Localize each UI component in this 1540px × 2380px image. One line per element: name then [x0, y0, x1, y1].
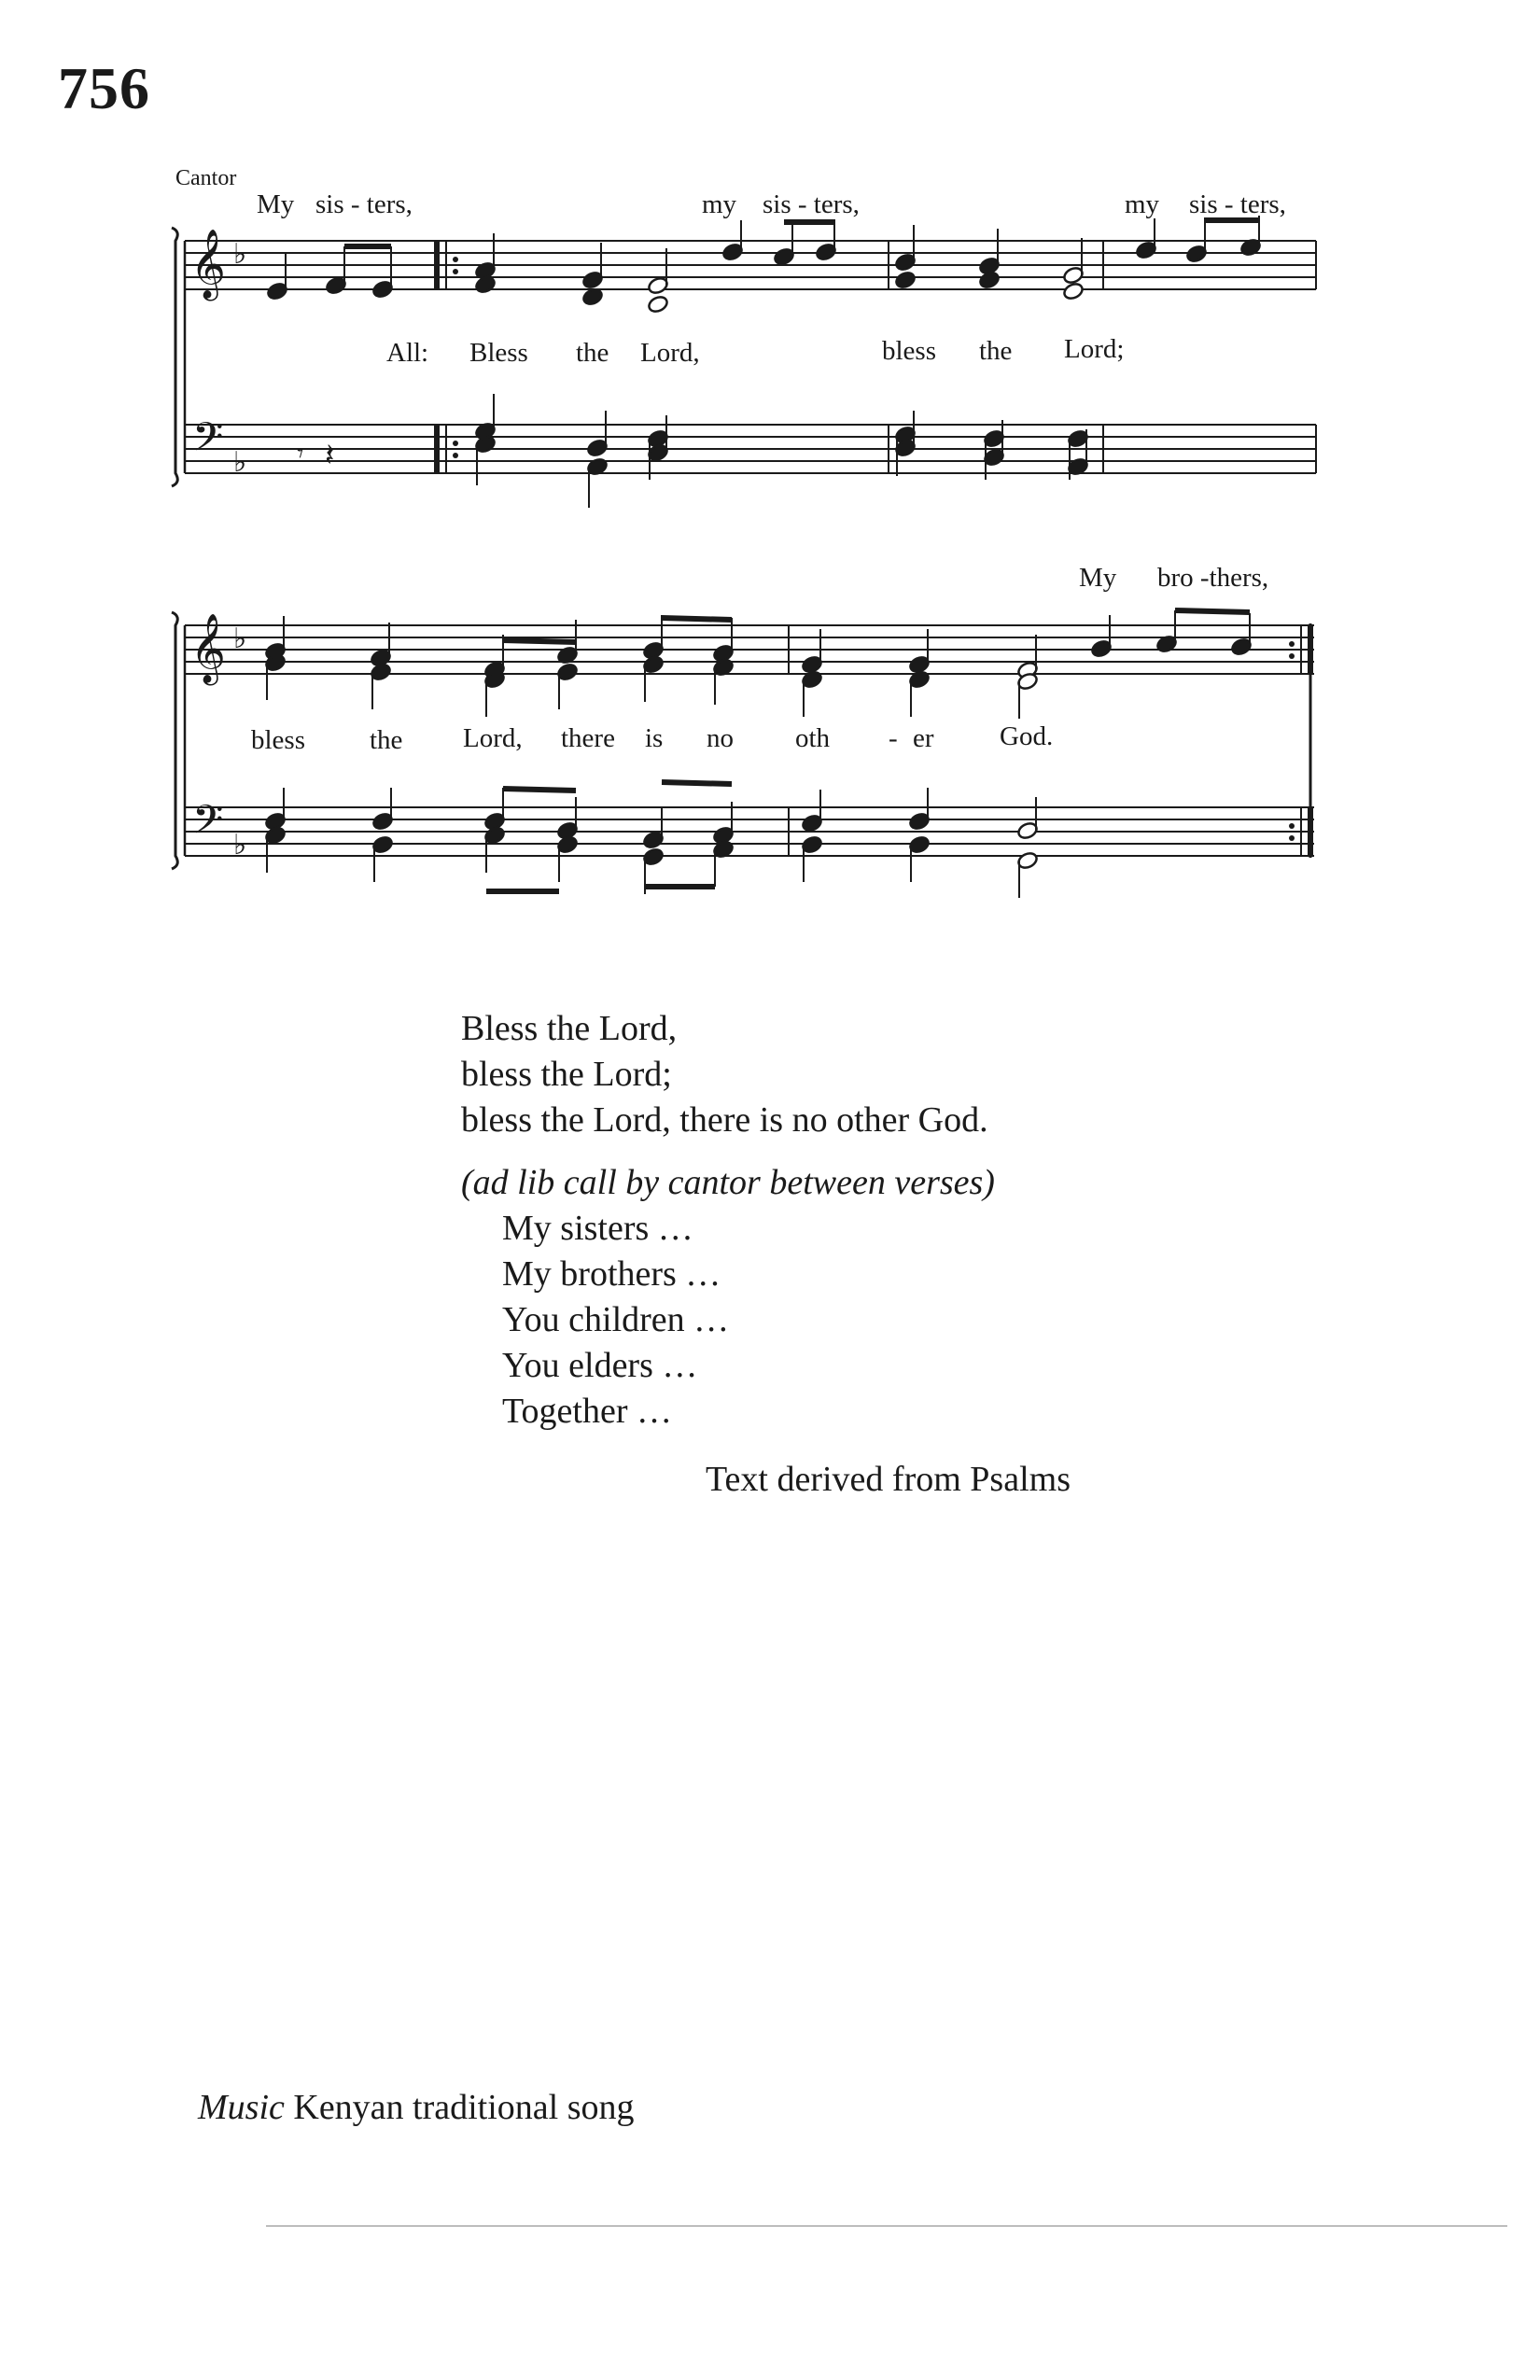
repeat-dot — [1289, 653, 1295, 659]
all-lyric: there — [561, 723, 615, 753]
flat-sign: ♭ — [233, 623, 247, 655]
note-beam — [1175, 610, 1250, 612]
note-beam — [662, 618, 732, 620]
note-beam — [503, 789, 576, 791]
footer-rule — [266, 2225, 1507, 2227]
system-bracket — [172, 228, 177, 486]
treble-clef: 𝄞 — [190, 230, 226, 299]
flat-sign: ♭ — [233, 446, 247, 479]
text-source: Text derived from Psalms — [706, 1460, 1071, 1499]
repeat-dot — [1289, 641, 1295, 647]
flat-sign: ♭ — [233, 829, 247, 861]
note-beam — [662, 782, 732, 784]
cantor-label: Cantor — [175, 166, 237, 190]
repeat-dot — [1289, 835, 1295, 841]
all-lyric: no — [707, 723, 734, 753]
all-lyric: the — [979, 336, 1013, 366]
repeat-dot — [453, 269, 458, 274]
call-line: My sisters … — [502, 1209, 693, 1248]
call-line: You children … — [502, 1300, 730, 1339]
cantor-lyric: sis - ters, — [1189, 189, 1286, 219]
all-lyric: bless — [882, 336, 936, 366]
treble-clef: 𝄞 — [190, 614, 226, 683]
system-bracket — [172, 612, 177, 869]
all-lyric: oth — [795, 723, 831, 753]
cantor-lyric: sis - ters, — [315, 189, 413, 219]
hymn-number: 756 — [58, 55, 150, 121]
repeat-dot — [453, 441, 458, 446]
music-credit-label: Music — [198, 2088, 285, 2127]
all-lyric: is — [645, 723, 664, 753]
bass-clef: 𝄢 — [192, 414, 224, 470]
all-lyric: Lord, — [640, 338, 700, 368]
music-credit-value: Kenyan traditional song — [293, 2088, 635, 2127]
cantor-lyric: my — [702, 189, 737, 219]
note-head — [647, 294, 669, 314]
all-lyric: God. — [1000, 721, 1054, 751]
flat-sign: ♭ — [233, 238, 247, 271]
repeat-dot — [453, 257, 458, 262]
all-lyric: - — [889, 723, 898, 753]
call-line: Together … — [502, 1392, 673, 1431]
note-head — [1062, 281, 1085, 301]
repeat-dot — [453, 453, 458, 458]
refrain-line: Bless the Lord, — [461, 1009, 678, 1048]
all-lyric: bless — [251, 725, 305, 755]
music-credit — [198, 2087, 635, 2128]
call-line: My brothers … — [502, 1254, 721, 1294]
all-lyric: Lord, — [463, 723, 523, 753]
note-head — [894, 270, 917, 289]
all-lyric: Lord; — [1064, 334, 1125, 364]
bass-clef: 𝄢 — [192, 797, 224, 853]
repeat-dot — [1289, 823, 1295, 829]
all-lyric: er — [913, 723, 934, 753]
cantor-lyric: sis - ters, — [763, 189, 860, 219]
refrain-line: bless the Lord, there is no other God. — [461, 1100, 988, 1140]
hymn-text — [461, 1006, 995, 1435]
rest: 𝄽 — [325, 437, 335, 474]
all-lyric: Bless — [469, 338, 528, 368]
all-lyric: the — [576, 338, 609, 368]
all-lyric: the — [370, 725, 403, 755]
cantor-lyric: my — [1125, 189, 1160, 219]
rest: 𝄾 — [297, 438, 304, 469]
call-instruction: (ad lib call by cantor between verses) — [461, 1163, 995, 1202]
cantor-lyric: My — [1079, 563, 1117, 593]
music-score — [0, 0, 1540, 933]
refrain-line: bless the Lord; — [461, 1055, 672, 1094]
cantor-lyric: My — [257, 189, 295, 219]
all-label: All: — [386, 338, 429, 368]
call-line: You elders … — [502, 1346, 698, 1385]
note-beam — [503, 640, 576, 642]
cantor-lyric: bro -thers, — [1157, 563, 1269, 593]
note-head — [978, 270, 1001, 289]
